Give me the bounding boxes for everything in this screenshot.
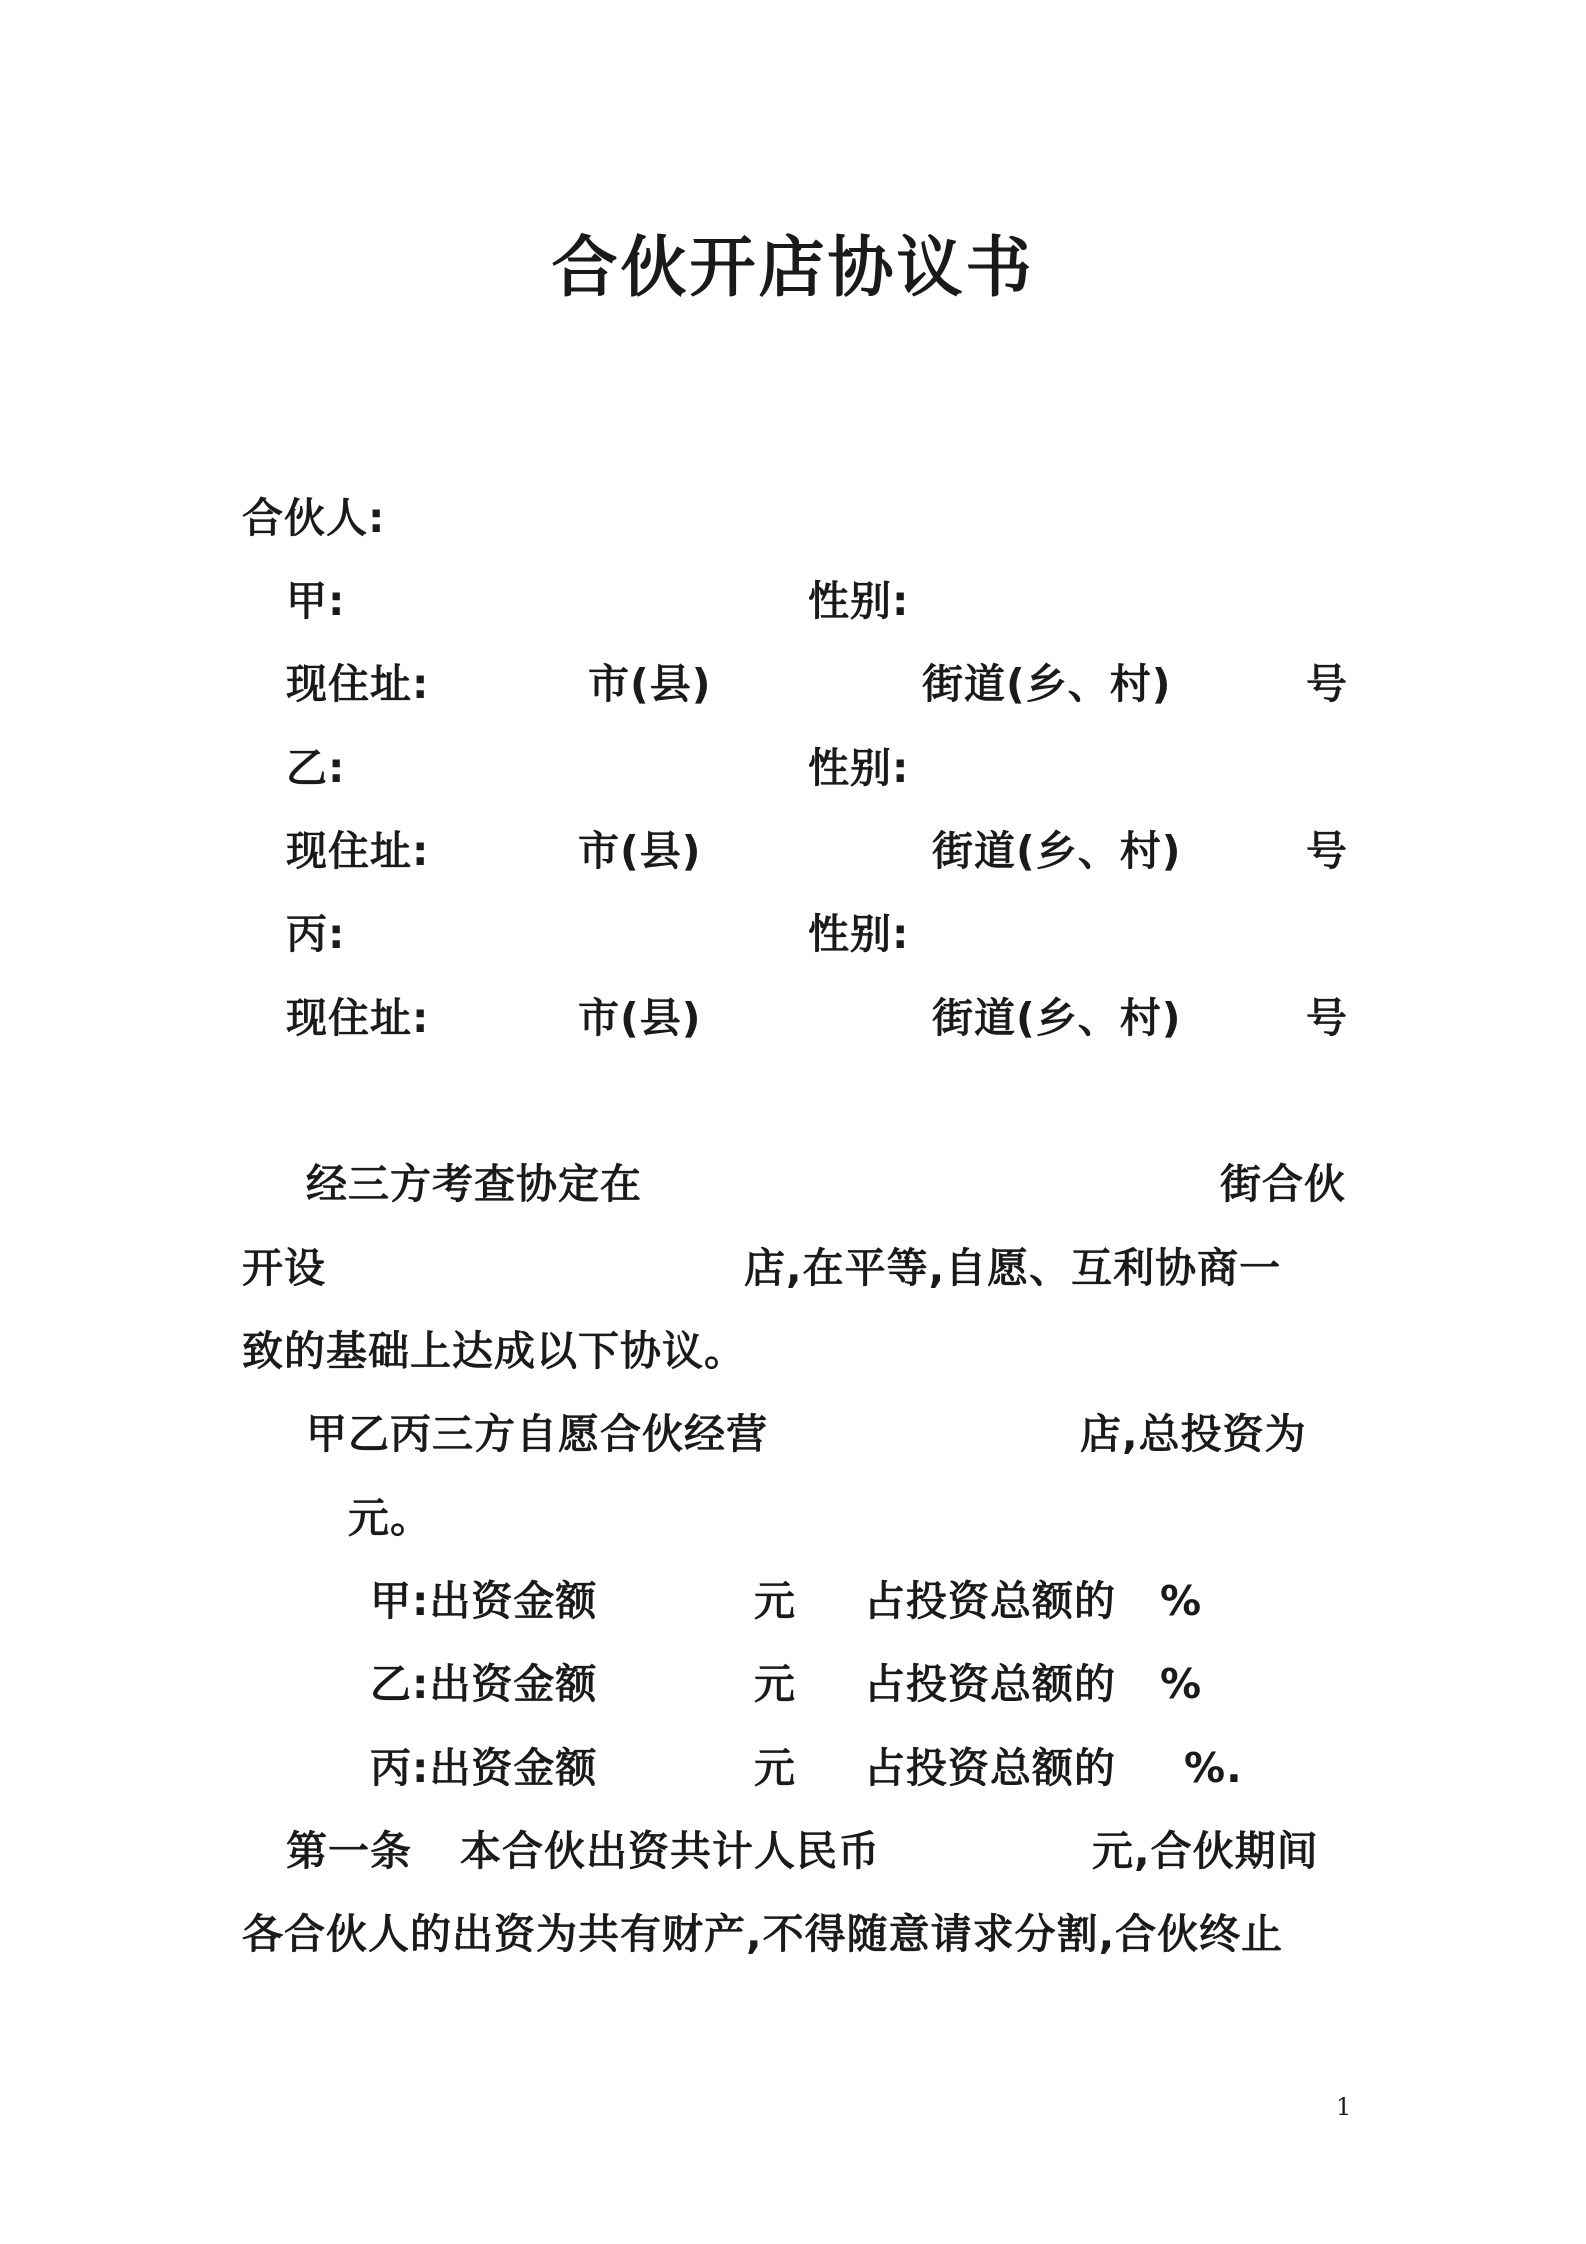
partner-c-address-street: 街道(乡、村) [932, 994, 1182, 1042]
contribution-a-share-label: 占投资总额的 [864, 1577, 1116, 1625]
partner-b-gender-label: 性别: [808, 744, 910, 792]
partner-c-gender-label: 性别: [808, 910, 910, 958]
contribution-b-share-label: 占投资总额的 [864, 1660, 1116, 1708]
partner-b-address-street: 街道(乡、村) [932, 827, 1182, 875]
intro-line1-start: 经三方考查协定在 [306, 1160, 642, 1208]
partner-b-address-label: 现住址: [286, 827, 430, 875]
partner-b-address-city: 市(县) [578, 827, 702, 875]
partner-c-address-city: 市(县) [578, 994, 702, 1042]
page-number: 1 [1336, 2093, 1352, 2121]
partners-label: 合伙人: [242, 494, 386, 542]
contribution-a-percent: % [1160, 1577, 1203, 1625]
partner-a-name-label: 甲: [286, 577, 346, 625]
partner-c-name-label: 丙: [286, 910, 346, 958]
partner-c-address-number: 号 [1306, 994, 1348, 1042]
partner-a-address-number: 号 [1306, 660, 1348, 708]
intro-line3: 致的基础上达成以下协议。 [242, 1327, 746, 1375]
intro-line2-end: 店,在平等,自愿、互利协商一 [744, 1244, 1282, 1292]
intro-line2-start: 开设 [242, 1244, 326, 1292]
contribution-b-percent: % [1160, 1660, 1203, 1708]
partner-b-address-number: 号 [1306, 827, 1348, 875]
investment-line1-start: 甲乙丙三方自愿合伙经营 [306, 1410, 768, 1458]
contribution-b-unit: 元 [754, 1660, 796, 1708]
document-title: 合伙开店协议书 [551, 229, 1035, 306]
contribution-a-unit: 元 [754, 1577, 796, 1625]
partner-a-address-street: 街道(乡、村) [922, 660, 1172, 708]
article1-heading: 第一条 [286, 1827, 412, 1875]
contribution-c-unit: 元 [754, 1744, 796, 1792]
partner-c-address-label: 现住址: [286, 994, 430, 1042]
contribution-c-party: 丙:出资金额 [370, 1744, 598, 1792]
contribution-c-percent: %. [1184, 1744, 1243, 1792]
intro-line1-end: 街合伙 [1220, 1160, 1346, 1208]
contribution-c-share-label: 占投资总额的 [864, 1744, 1116, 1792]
partner-b-name-label: 乙: [286, 744, 346, 792]
contribution-b-party: 乙:出资金额 [370, 1660, 598, 1708]
contribution-a-party: 甲:出资金额 [370, 1577, 598, 1625]
article1-line1-start: 本合伙出资共计人民币 [460, 1827, 880, 1875]
investment-line2: 元。 [348, 1494, 432, 1542]
partner-a-address-label: 现住址: [286, 660, 430, 708]
article1-line1-end: 元,合伙期间 [1092, 1827, 1319, 1875]
investment-line1-end: 店,总投资为 [1080, 1410, 1307, 1458]
article1-line2: 各合伙人的出资为共有财产,不得随意请求分割,合伙终止 [242, 1910, 1284, 1958]
partner-a-gender-label: 性别: [808, 577, 910, 625]
partner-a-address-city: 市(县) [588, 660, 712, 708]
